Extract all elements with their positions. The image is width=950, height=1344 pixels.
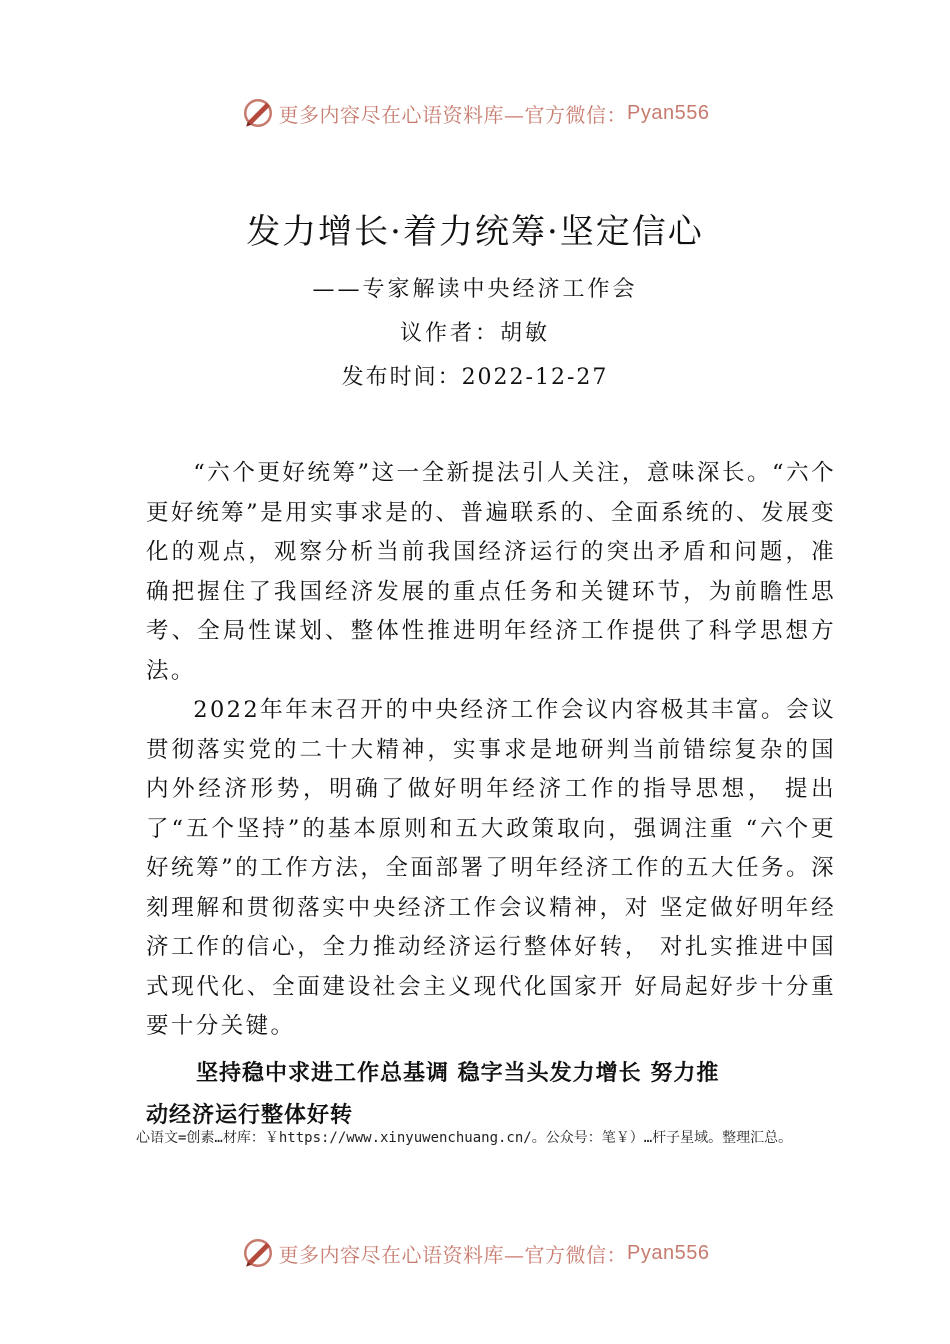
footer-watermark xyxy=(0,1236,950,1270)
watermark-text: 更多内容尽在心语资料库—官方微信： xyxy=(278,102,628,127)
watermark-handle: Pyan556 xyxy=(627,101,710,124)
header-watermark xyxy=(0,96,950,130)
publish-date: 发布时间：2022-12-27 xyxy=(341,365,609,390)
section-heading xyxy=(146,1052,836,1138)
author-line: 议作者：胡敏 xyxy=(399,321,550,346)
source-footnote: 心语文=创素…材库：￥https://www.xinyuwenchuang.cn/。公众号：笔￥）…杆子星域。整理汇总。 xyxy=(136,1130,793,1146)
article-body xyxy=(146,454,836,1047)
pen-logo-icon xyxy=(241,96,275,130)
watermark-text: 更多内容尽在心语资料库—官方微信： xyxy=(278,1242,628,1267)
page-title: 发力增长·着力统筹·坚定信心 xyxy=(246,212,704,252)
section-heading-line-1: 坚持稳中求进工作总基调 稳字当头发力增长 努力推 xyxy=(196,1061,720,1086)
paragraph-1: “六个更好统筹”这一全新提法引人关注，意味深长。“六个更好统筹”是用实事求是的、普遍联系的、全面系统的、发展变化的观点，观察分析当前我国经济运行的突出矛盾和问题，准确把握住了我国经济发展的重点任务和关键环节，为前瞻性思考、全局性谋划、整体性推进明年经济工作提供了科学思想方法。 xyxy=(146,460,836,684)
pen-logo-icon xyxy=(241,1236,275,1270)
page-subtitle: ——专家解读中央经济工作会 xyxy=(312,277,638,302)
paragraph-2: 2022年年末召开的中央经济工作会议内容极其丰富。会议贯彻落实党的二十大精神，实事求是地研判当前错综复杂的国内外经济形势，明确了做好明年经济工作的指导思想， 提出了“五个坚持”的基本原则和五大政策取向，强调注重 “六个更好统筹”的工作方法，全面部署了明年经济工作的五大任务。深刻理解和贯彻落实中央经济工作会议精神，对 坚定做好明年经济工作的信心，全力推动经济运行整体好转， 对扎实推进中国式现代化、全面建设社会主义现代化国家开 好局起好步十分重要十分关键。 xyxy=(146,697,836,1039)
section-heading-line-2: 动经济运行整体好转 xyxy=(146,1103,354,1128)
watermark-handle: Pyan556 xyxy=(627,1241,710,1264)
